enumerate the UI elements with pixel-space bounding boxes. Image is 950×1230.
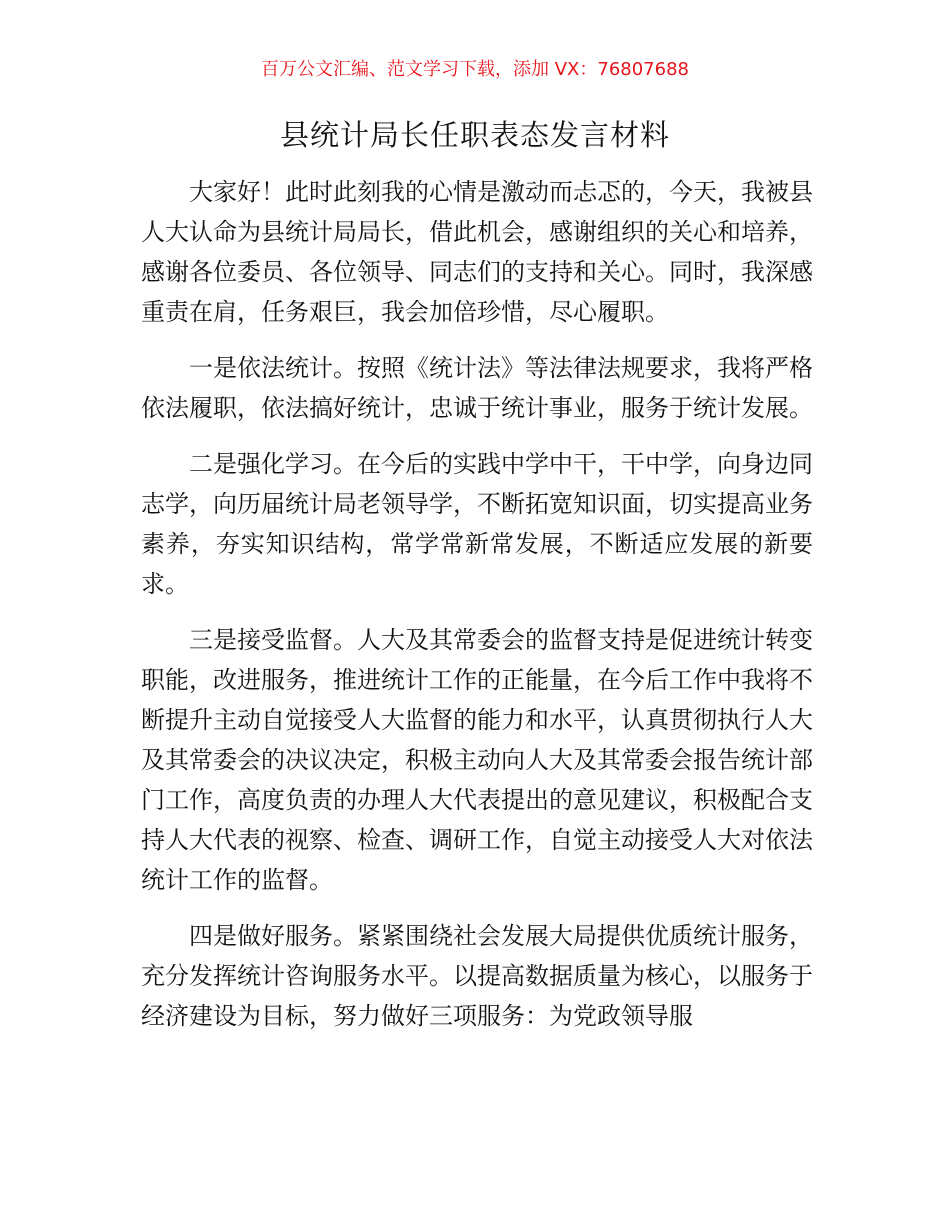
paragraph-greeting: 大家好！此时此刻我的心情是激动而忐忑的，今天，我被县人大认命为县统计局局长，借此机会，感谢组织的关心和培养，感谢各位委员、各位领导、同志们的支持和关心。同时，我深感重责在肩，任务艰巨，我会加倍珍惜，尽心履职。 [141,178,813,326]
document-body [141,172,813,1052]
paragraph-point-two: 二是强化学习。在今后的实践中学中干，干中学，向身边同志学，向历届统计局老领导学，不断拓宽知识面，切实提高业务素养，夯实知识结构，常学常新常发展，不断适应发展的新要求。 [141,450,813,598]
watermark-banner: 百万公文汇编、范文学习下载，添加 VX：76807688 [261,59,689,80]
paragraph-point-four: 四是做好服务。紧紧围绕社会发展大局提供优质统计服务，充分发挥统计咨询服务水平。以提高数据质量为核心，以服务于经济建设为目标，努力做好三项服务：为党政领导服 [141,922,813,1030]
paragraph-point-three: 三是接受监督。人大及其常委会的监督支持是促进统计转变职能，改进服务，推进统计工作的正能量，在今后工作中我将不断提升主动自觉接受人大监督的能力和水平，认真贯彻执行人大及其常委会的决议决定，积极主动向人大及其常委会报告统计部门工作，高度负责的办理人大代表提出的意见建议，积极配合支持人大代表的视察、检查、调研工作，自觉主动接受人大对依法统计工作的监督。 [141,626,813,894]
document-title: 县统计局长任职表态发言材料 [279,118,670,152]
paragraph-point-one: 一是依法统计。按照《统计法》等法律法规要求，我将严格依法履职，依法搞好统计，忠诚于统计事业，服务于统计发展。 [141,354,813,422]
